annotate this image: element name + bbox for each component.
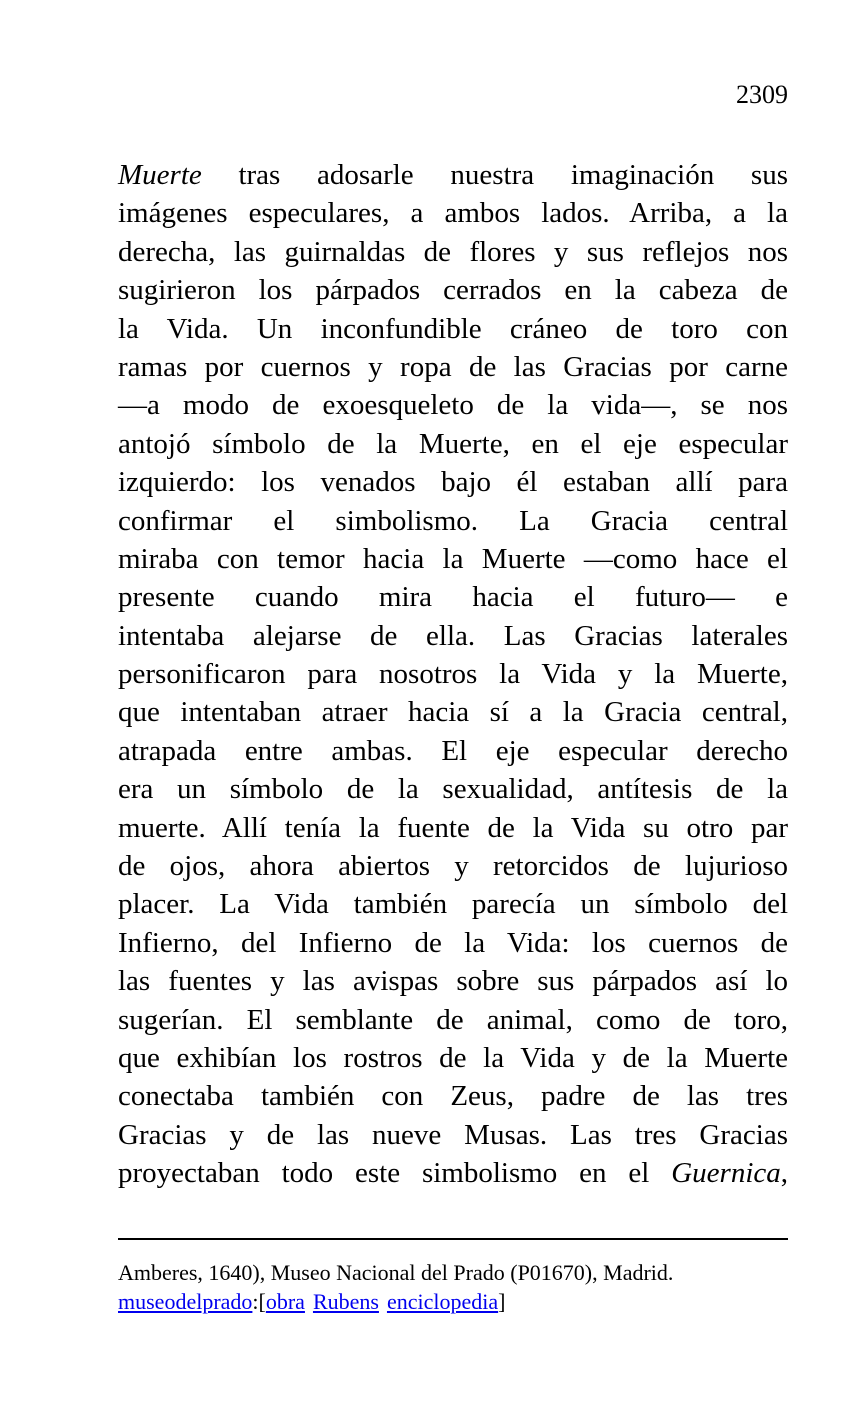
museodelprado-link[interactable]: museodelprado [118, 1289, 253, 1314]
text-line [118, 1154, 788, 1192]
line-text: proyectaban todo este simbolismo en el [118, 1157, 672, 1190]
footnote-text: Amberes, 1640), Museo Nacional del Prado (P01670), Madrid. [118, 1260, 674, 1285]
text-line: miraba con temor hacia la Muerte —como hace el [118, 542, 788, 575]
text-line: derecha, las guirnaldas de flores y sus reflejos nos [118, 235, 788, 268]
text-line: presente cuando mira hacia el futuro— e [118, 581, 788, 614]
text-line: que intentaban atraer hacia sí a la Gracia central, [118, 696, 788, 729]
line-text: tras adosarle nuestra imaginación sus [201, 159, 788, 191]
text-line: —a modo de exoesqueleto de la vida—, se nos [118, 389, 788, 422]
page-number: 2309 [736, 80, 788, 109]
text-line: sugirieron los párpados cerrados en la cabeza de [118, 274, 788, 307]
text-line: Gracias y de las nueve Musas. Las tres Gracias [118, 1118, 788, 1151]
obra-link[interactable]: obra [265, 1289, 305, 1314]
text-line: la Vida. Un inconfundible cráneo de toro con [118, 312, 788, 345]
emphasis: Guernica [671, 1157, 781, 1190]
emphasis: Muerte [118, 159, 202, 191]
text-line: intentaba alejarse de ella. Las Gracias laterales [118, 619, 788, 652]
footnote-links [118, 1287, 798, 1316]
text-line: de ojos, ahora abiertos y retorcidos de lujurioso [118, 850, 788, 883]
text-line: era un símbolo de la sexualidad, antítesis de la [118, 773, 788, 806]
text-line: Infierno, del Infierno de la Vida: los cuernos de [118, 926, 788, 959]
footnote [118, 1258, 798, 1316]
close-bracket: ] [498, 1289, 506, 1314]
text-line: atrapada entre ambas. El eje especular derecho [118, 734, 788, 767]
text-line: izquierdo: los venados bajo él estaban allí para [118, 466, 788, 499]
enciclopedia-link[interactable]: enciclopedia [386, 1289, 499, 1314]
text-line: sugerían. El semblante de animal, como de toro, [118, 1003, 788, 1036]
rubens-link[interactable]: Rubens [312, 1289, 379, 1314]
text-line: antojó símbolo de la Muerte, en el eje especular [118, 427, 788, 460]
text-line: imágenes especulares, a ambos lados. Arriba, a la [118, 197, 788, 230]
text-line: las fuentes y las avispas sobre sus párpados así lo [118, 965, 788, 998]
open-bracket: :[ [252, 1289, 266, 1314]
text-line: personificaron para nosotros la Vida y la Muerte, [118, 658, 788, 691]
footnote-rule [118, 1238, 788, 1240]
body-text [118, 156, 788, 1193]
text-line [118, 156, 788, 194]
text-line: ramas por cuernos y ropa de las Gracias por carne [118, 350, 788, 383]
text-line: conectaba también con Zeus, padre de las tres [118, 1080, 788, 1113]
text-line: placer. La Vida también parecía un símbolo del [118, 888, 788, 921]
text-line: confirmar el simbolismo. La Gracia central [118, 504, 788, 537]
line-tail: , [780, 1157, 788, 1190]
text-line: muerte. Allí tenía la fuente de la Vida su otro par [118, 811, 788, 844]
text-line: que exhibían los rostros de la Vida y de la Muerte [118, 1041, 788, 1074]
